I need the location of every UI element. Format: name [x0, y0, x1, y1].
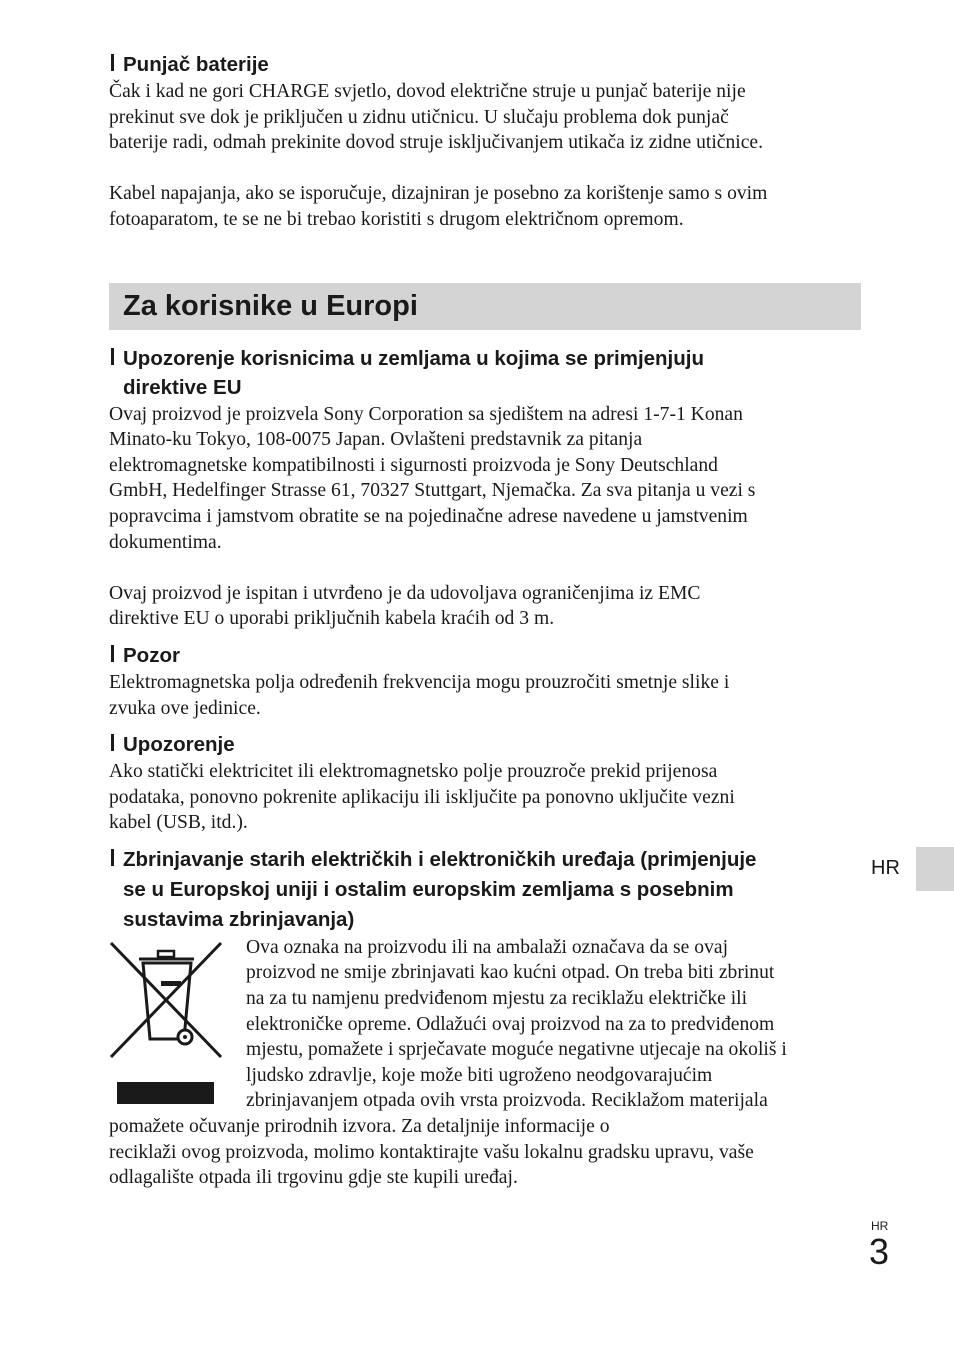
notice-paragraph: [109, 759, 861, 836]
disposal-heading-line: Zbrinjavanje starih električkih i elektroničkih uređaja (primjenjuje: [123, 847, 757, 871]
text-line: odlagalište otpada ili trgovinu gdje ste kupili uređaj.: [109, 1167, 518, 1189]
page-language-code: HR: [871, 1219, 889, 1233]
disposal-heading-line: sustavima zbrinjavanja): [123, 907, 355, 931]
text-line: podataka, ponovno pokrenite aplikaciju ili isključite pa ponovno uključite vezni: [109, 786, 735, 808]
side-tab: [916, 847, 954, 891]
section-title: Za korisnike u Europi: [123, 289, 418, 322]
charger-paragraph-2: [109, 181, 861, 232]
eu-warning-heading-line: Upozorenje korisnicima u zemljama u kojima se primjenjuju: [123, 346, 704, 370]
caution-heading: [109, 641, 861, 670]
heading-marker: [111, 734, 114, 751]
charger-paragraph-1: [109, 79, 861, 156]
text-line: prekinut sve dok je priključen u zidnu utičnicu. U slučaju problema dok punjač: [109, 106, 729, 128]
text-line: baterije radi, odmah prekinite dovod struje isključivanjem utikača iz zidne utičnice.: [109, 132, 763, 154]
eu-warning-heading-line: direktive EU: [123, 375, 242, 399]
text-line: Ova oznaka na proizvodu ili na ambalaži označava da se ovaj: [246, 936, 729, 958]
disposal-heading-line: se u Europskoj uniji i ostalim europskim zemljama s posebnim: [123, 877, 734, 901]
text-line: ljudsko zdravlje, koje može biti ugroženo neodgovarajućim: [246, 1064, 713, 1086]
text-line: direktive EU o uporabi priključnih kabela kraćih od 3 m.: [109, 608, 555, 630]
disposal-paragraph-continued: [109, 1140, 861, 1191]
notice-heading: [109, 730, 861, 759]
text-line: zvuka ove jedinice.: [109, 697, 261, 719]
text-line: Ovaj proizvod je proizvela Sony Corporation sa sjedištem na adresi 1-7-1 Konan: [109, 403, 743, 425]
document-page: [109, 50, 861, 1191]
text-line: kabel (USB, itd.).: [109, 812, 248, 834]
charger-heading: [109, 50, 861, 79]
text-line: Minato-ku Tokyo, 108-0075 Japan. Ovlašteni predstavnik za pitanja: [109, 429, 643, 451]
text-line: popravcima i jamstvom obratite se na pojedinačne adrese navedene u jamstvenim: [109, 505, 748, 527]
text-line: Čak i kad ne gori CHARGE svjetlo, dovod električne struje u punjač baterije nije: [109, 81, 746, 102]
text-line: Ovaj proizvod je ispitan i utvrđeno je da udovoljava ograničenjima iz EMC: [109, 582, 701, 604]
caution-paragraph: [109, 670, 861, 721]
text-line: fotoaparatom, te se ne bi trebao koristiti s drugom električnom opremom.: [109, 208, 684, 230]
text-line: Kabel napajanja, ako se isporučuje, dizajniran je posebno za korištenje samo s ovim: [109, 183, 768, 205]
charger-heading-text: Punjač baterije: [123, 53, 269, 76]
text-line: reciklaži ovog proizvoda, molimo kontaktirajte vašu lokalnu gradsku upravu, vaše: [109, 1141, 754, 1163]
text-line: Elektromagnetska polja određenih frekvencija mogu prouzročiti smetnje slike i: [109, 671, 730, 693]
heading-marker: [111, 645, 114, 662]
crossed-out-wheelie-bin-icon: [109, 939, 229, 1109]
text-line: GmbH, Hedelfinger Strasse 61, 70327 Stuttgart, Njemačka. Za sva pitanja u vezi s: [109, 480, 756, 502]
disposal-block: [109, 935, 861, 1191]
text-line: proizvod ne smije zbrinjavati kao kućni otpad. On treba biti zbrinut: [246, 962, 775, 984]
eu-warning-paragraph-1: [109, 402, 861, 556]
text-line: mjestu, pomažete i sprječavate moguće negativne utjecaje na okoliš i: [246, 1039, 787, 1061]
disposal-heading: [109, 845, 861, 935]
text-line: elektroničke opreme. Odlažući ovaj proizvod na za to predviđenom: [246, 1013, 775, 1035]
notice-heading-text: Upozorenje: [123, 733, 235, 757]
text-line: zbrinjavanjem otpada ovih vrsta proizvoda. Reciklažom materijala: [246, 1090, 768, 1112]
text-line: na za tu namjenu predviđenom mjestu za reciklažu električke ili: [246, 988, 748, 1010]
text-line: elektromagnetske kompatibilnosti i sigurnosti proizvoda je Sony Deutschland: [109, 454, 718, 476]
text-line: pomažete očuvanje prirodnih izvora. Za detaljnije informacije o: [109, 1116, 610, 1138]
side-tab-label: HR: [871, 857, 900, 879]
text-line: Ako statički elektricitet ili elektromagnetsko polje prouzroče prekid prijenosa: [109, 761, 718, 783]
page-number: 3: [869, 1231, 890, 1272]
eu-warning-heading: [109, 344, 861, 402]
text-line: dokumentima.: [109, 531, 222, 553]
heading-marker: [111, 54, 114, 71]
eu-warning-paragraph-2: [109, 581, 861, 632]
heading-marker: [111, 348, 114, 365]
heading-marker: [111, 849, 114, 866]
caution-heading-text: Pozor: [123, 643, 180, 667]
section-title-bar: [109, 283, 861, 330]
